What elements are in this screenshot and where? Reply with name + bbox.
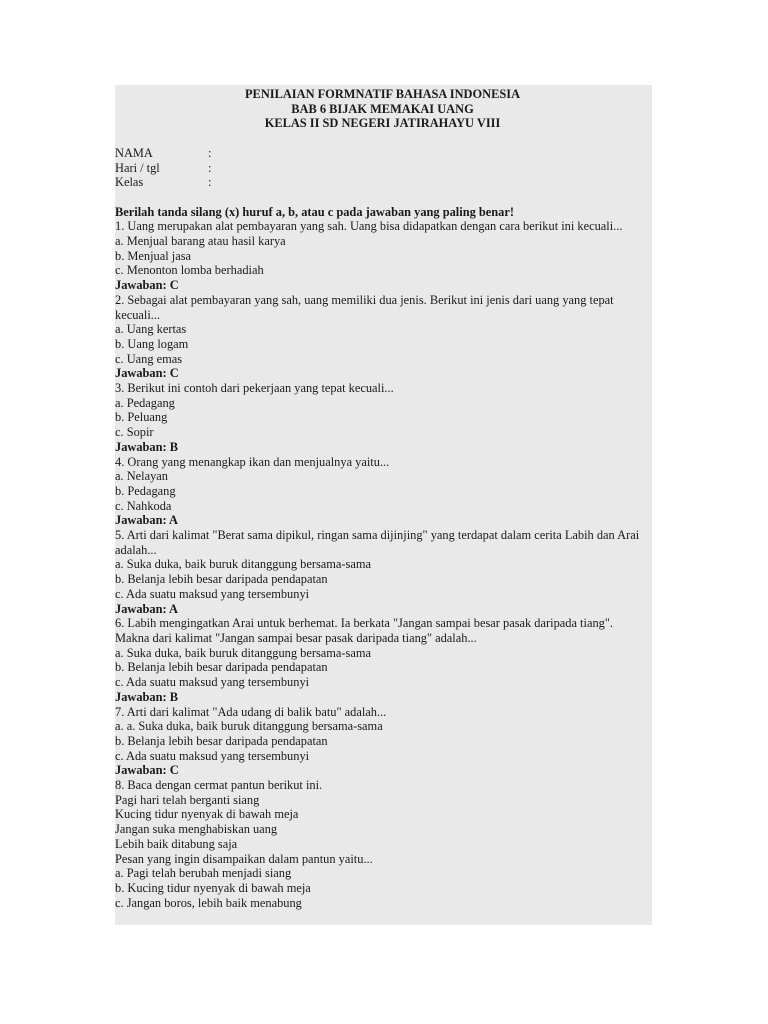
option: a. Suka duka, baik buruk ditanggung bersama-sama	[115, 645, 372, 660]
option: a. Pagi telah berubah menjadi siang	[115, 866, 292, 881]
question-prompt: Pesan yang ingin disampaikan dalam pantun yaitu...	[115, 851, 373, 866]
title-line-1: PENILAIAN FORMNATIF BAHASA INDONESIA	[244, 87, 521, 101]
option: a. Pedagang	[115, 395, 175, 410]
question-text: 4. Orang yang menangkap ikan dan menjualnya yaitu...	[115, 454, 390, 469]
pantun-line: Jangan suka menghabiskan uang	[115, 822, 278, 837]
answer: Jawaban: B	[115, 689, 178, 704]
option: b. Belanja lebih besar daripada pendapatan	[115, 733, 328, 748]
option: a. Nelayan	[115, 469, 168, 484]
answer: Jawaban: A	[115, 601, 178, 616]
field-label: Kelas	[115, 175, 144, 190]
field-hari-tgl	[115, 161, 650, 176]
option: c. Ada suatu maksud yang tersembunyi	[115, 586, 310, 601]
field-colon: :	[208, 160, 212, 175]
option: a. Suka duka, baik buruk ditanggung bersama-sama	[115, 557, 372, 572]
option: a. Menjual barang atau hasil karya	[115, 234, 286, 248]
answer: Jawaban: C	[115, 366, 179, 381]
answer: Jawaban: B	[115, 439, 178, 454]
pantun-line: Lebih baik ditabung saja	[115, 836, 238, 851]
option: c. Ada suatu maksud yang tersembunyi	[115, 675, 310, 690]
option: b. Pedagang	[115, 483, 176, 498]
option: c. Sopir	[115, 425, 154, 440]
question-text: 3. Berikut ini contoh dari pekerjaan yang tepat kecuali...	[115, 381, 394, 396]
spacer	[115, 190, 650, 205]
option: b. Uang logam	[115, 336, 189, 351]
question-text: 5. Arti dari kalimat "Berat sama dipikul, ringan sama dijinjing" yang terdapat dalam cerita Labih dan Arai adalah...	[115, 528, 640, 557]
spacer	[115, 131, 650, 146]
option: b. Peluang	[115, 410, 168, 425]
document-content	[115, 87, 650, 910]
pantun-line: Kucing tidur nyenyak di bawah meja	[115, 807, 299, 822]
answer: Jawaban: C	[115, 278, 179, 293]
question-text: 7. Arti dari kalimat "Ada udang di balik batu" adalah...	[115, 704, 387, 719]
field-colon: :	[208, 175, 212, 190]
field-colon: :	[208, 145, 212, 160]
option: b. Belanja lebih besar daripada pendapatan	[115, 572, 328, 587]
option: a. Uang kertas	[115, 322, 187, 337]
instruction: Berilah tanda silang (x) huruf a, b, atau c pada jawaban yang paling benar!	[115, 204, 514, 219]
field-label: Hari / tgl	[115, 160, 160, 175]
field-label: NAMA	[115, 145, 153, 160]
field-nama	[115, 146, 650, 161]
option: c. Nahkoda	[115, 498, 172, 513]
answer: Jawaban: A	[115, 513, 178, 528]
question-text: 1. Uang merupakan alat pembayaran yang sah. Uang bisa didapatkan dengan cara berikut ini kecuali...	[115, 219, 623, 234]
option: c. Jangan boros, lebih baik menabung	[115, 895, 302, 910]
question-text: 8. Baca dengan cermat pantun berikut ini.	[115, 778, 323, 793]
question-text: 2. Sebagai alat pembayaran yang sah, uang memiliki dua jenis. Berikut ini jenis dari uang yang tepat kecuali...	[115, 292, 614, 322]
title-line-3: KELAS II SD NEGERI JATIRAHAYU VIII	[264, 116, 501, 131]
title-line-2: BAB 6 BIJAK MEMAKAI UANG	[291, 101, 474, 116]
question-text: 6. Labih mengingatkan Arai untuk berhemat. Ia berkata "Jangan sampai besar pasak daripada tiang". Makna dari kalimat "Jangan sampai besar pasak daripada tiang" adalah...	[115, 616, 613, 645]
option: c. Menonton lomba berhadiah	[115, 263, 264, 278]
pantun-line: Pagi hari telah berganti siang	[115, 792, 260, 807]
option: b. Kucing tidur nyenyak di bawah meja	[115, 880, 311, 895]
option: b. Belanja lebih besar daripada pendapatan	[115, 660, 328, 675]
field-kelas	[115, 175, 650, 190]
option: b. Menjual jasa	[115, 248, 192, 263]
option: c. Ada suatu maksud yang tersembunyi	[115, 748, 310, 763]
option: a. a. Suka duka, baik buruk ditanggung bersama-sama	[115, 719, 383, 734]
option: c. Uang emas	[115, 351, 183, 366]
answer: Jawaban: C	[115, 763, 179, 778]
